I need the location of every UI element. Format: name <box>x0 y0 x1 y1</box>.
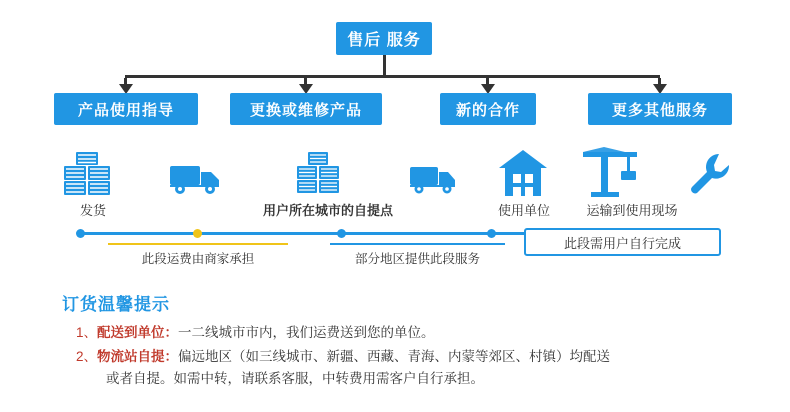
boxes-stack-icon <box>295 150 355 198</box>
timeline-segment-partial-area: 部分地区提供此段服务 <box>330 243 505 267</box>
note-item-2 <box>76 346 610 368</box>
icon-label-transport-to-site: 运输到使用现场 <box>586 203 678 218</box>
icon-label-using-unit: 使用单位 <box>497 203 550 218</box>
connector-bar <box>125 75 660 78</box>
note-item-2-continued <box>106 368 484 390</box>
factory-building-icon <box>497 148 549 198</box>
flow-node-replace-repair[interactable]: 更换或维修产品 <box>230 93 382 125</box>
timeline-dot-2 <box>193 229 202 238</box>
timeline-segment-customer-self: 此段需用户自行完成 <box>524 228 721 256</box>
flow-root-node[interactable]: 售后 服务 <box>336 22 432 55</box>
note-key: 物流站自提： <box>97 349 179 364</box>
flow-node-new-cooperation[interactable]: 新的合作 <box>440 93 536 125</box>
note-item-1 <box>76 322 435 344</box>
note-number: 1、 <box>76 325 98 340</box>
timeline-segment-merchant-freight: 此段运费由商家承担 <box>108 243 288 267</box>
crane-icon <box>577 146 643 198</box>
truck-icon <box>168 158 228 198</box>
icon-label-shipping: 发货 <box>79 203 106 218</box>
flow-node-more-services[interactable]: 更多其他服务 <box>588 93 732 125</box>
connector-stem <box>383 55 386 77</box>
truck-small-icon <box>408 158 464 198</box>
timeline-dot-4 <box>487 229 496 238</box>
timeline-dot-3 <box>337 229 346 238</box>
boxes-icon <box>60 150 126 198</box>
note-text: 一二线城市市内，我们运费送到您的单位。 <box>178 325 435 340</box>
note-text: 偏远地区（如三线城市、新疆、西藏、青海、内蒙等郊区、村镇）均配送 <box>178 349 611 364</box>
note-key: 配送到单位： <box>97 325 179 340</box>
icon-label-pickup-point: 用户所在城市的自提点 <box>262 203 393 218</box>
note-number: 2、 <box>76 349 98 364</box>
notes-title: 订货温馨提示 <box>62 295 170 314</box>
wrench-icon <box>686 150 734 198</box>
flow-node-product-guide[interactable]: 产品使用指导 <box>54 93 198 125</box>
note-text: 或者自提。如需中转，请联系客服，中转费用需客户自行承担。 <box>106 371 484 386</box>
timeline-dot-1 <box>76 229 85 238</box>
